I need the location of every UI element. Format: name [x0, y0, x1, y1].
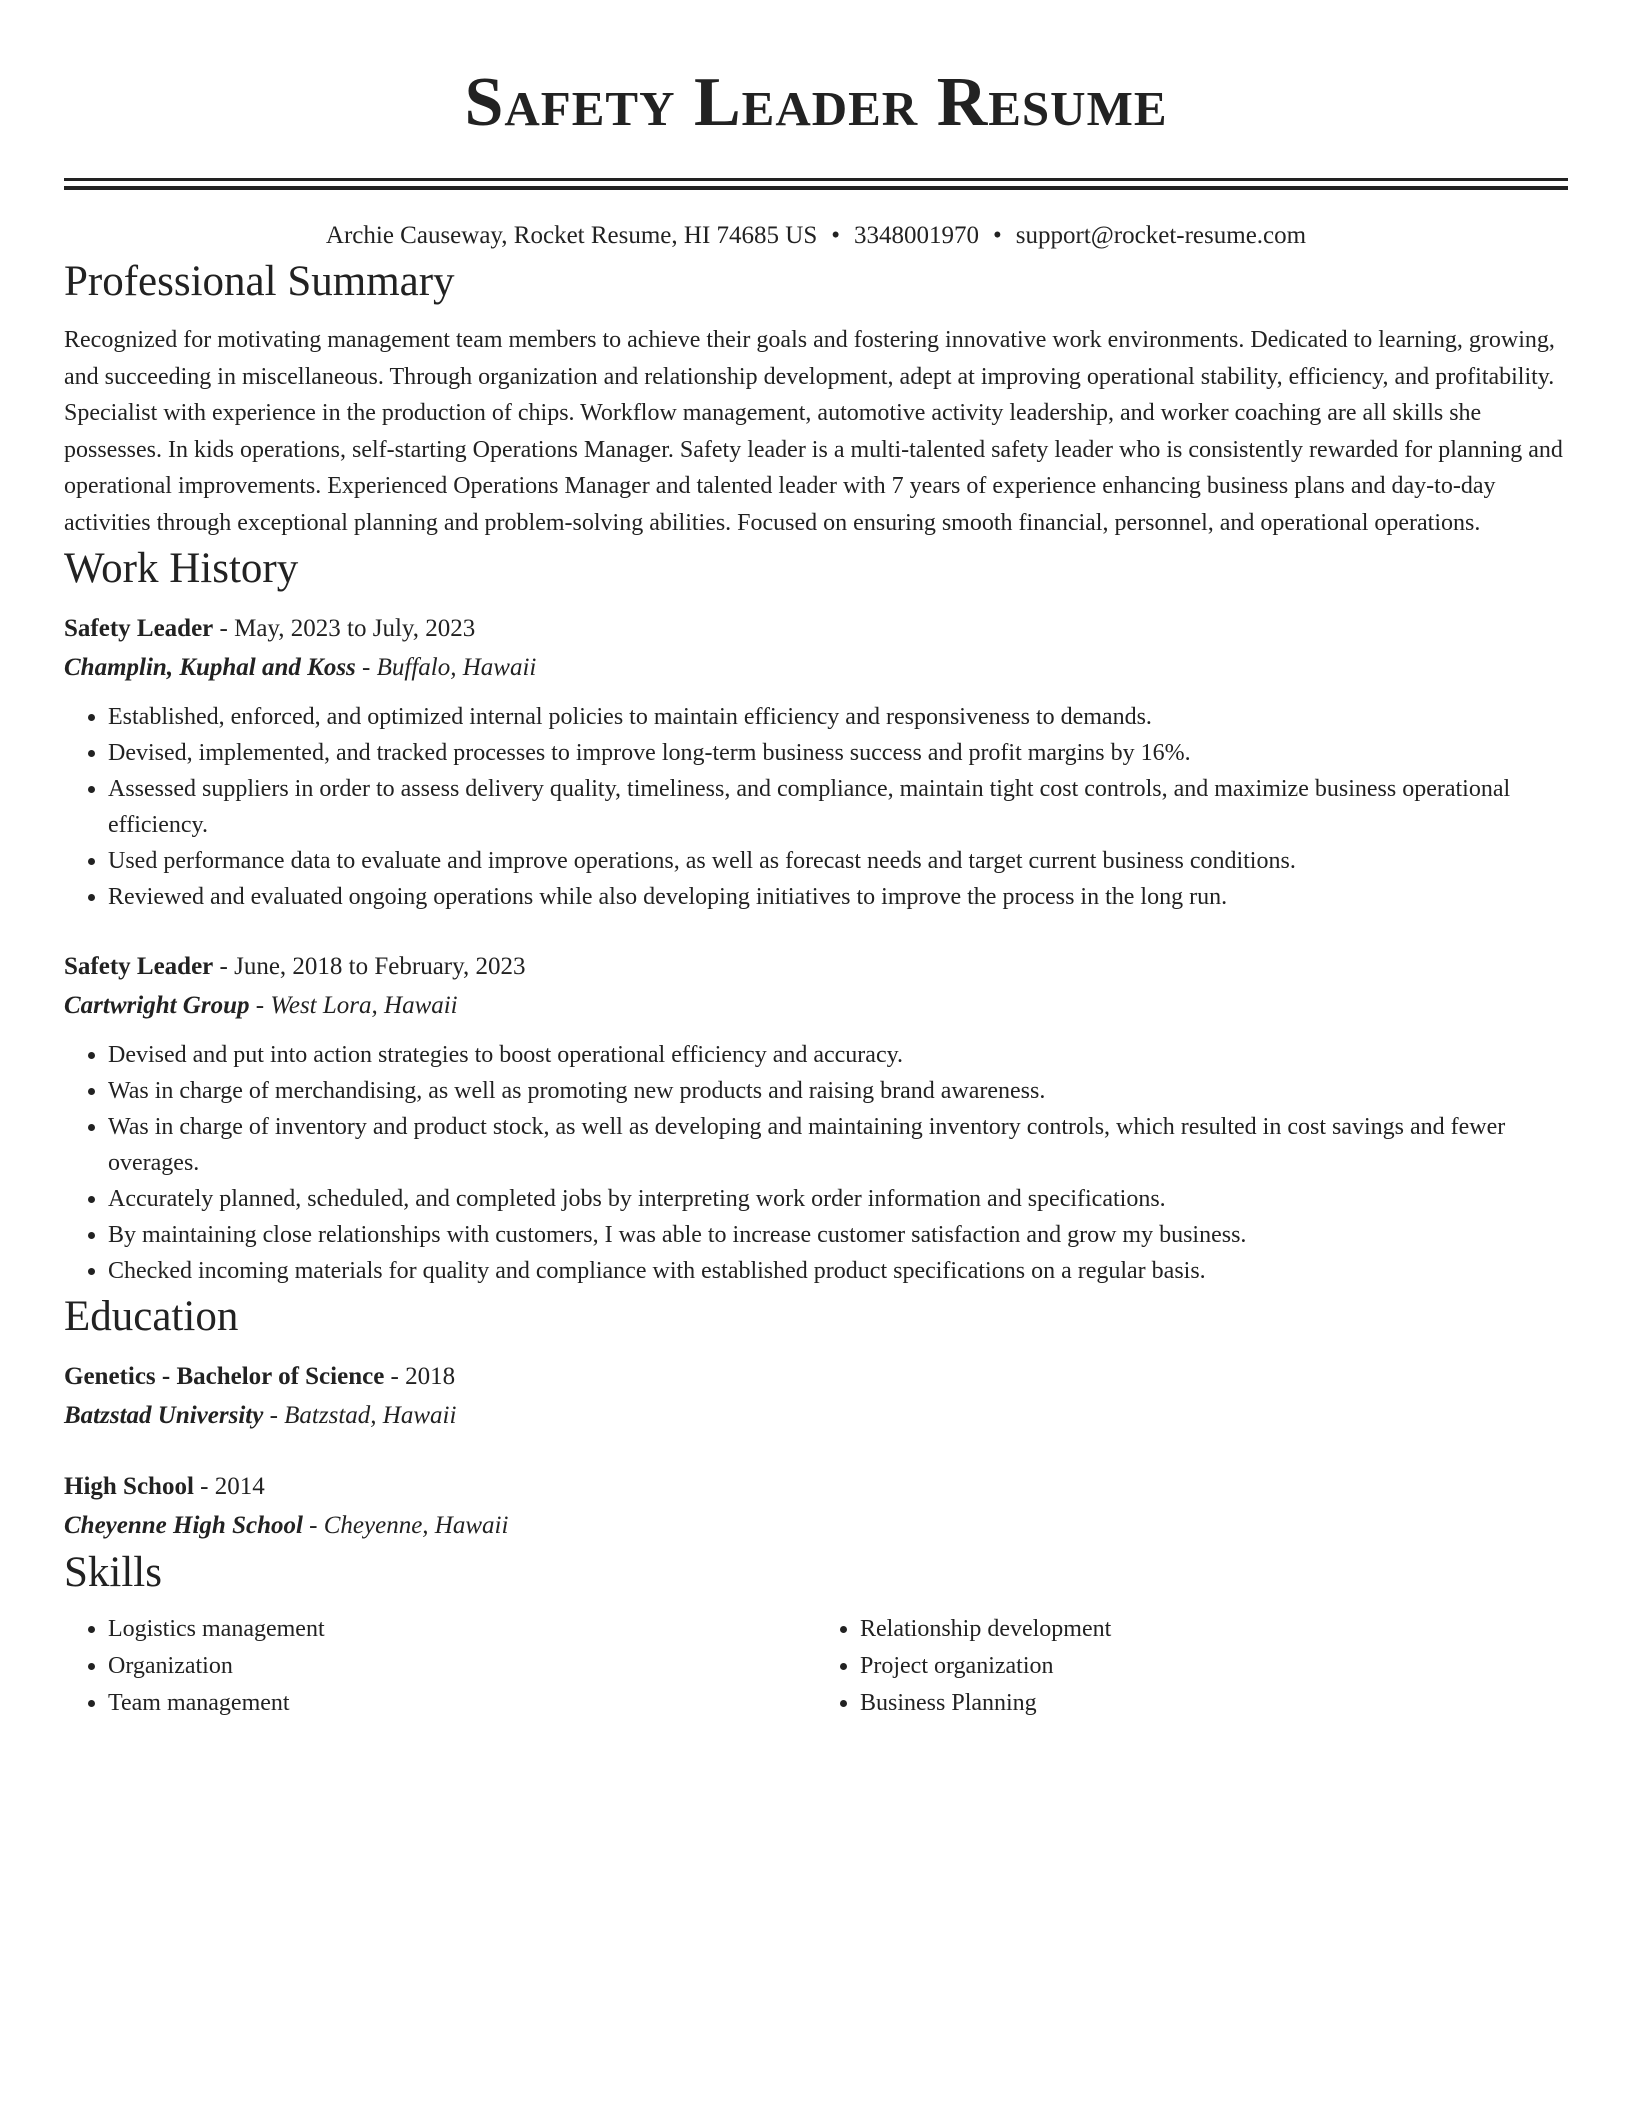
- education-entry: [64, 1467, 1568, 1545]
- job-title-line: [64, 609, 1568, 648]
- dash: -: [302, 1512, 324, 1539]
- skill-item: • Relationship development: [860, 1611, 1568, 1648]
- skill-item: • Project organization: [860, 1648, 1568, 1685]
- job-location: Buffalo, Hawaii: [376, 654, 537, 681]
- job-entry: [64, 947, 1568, 1289]
- dash: -: [249, 992, 271, 1019]
- education-location: Batzstad, Hawaii: [284, 1402, 457, 1429]
- job-bullet: • Accurately planned, scheduled, and completed jobs by interpreting work order information and specifications.: [108, 1181, 1568, 1217]
- job-bullet: • Used performance data to evaluate and improve operations, as well as forecast needs and target current business conditions.: [108, 843, 1568, 879]
- work-history-heading: Work History: [64, 545, 299, 592]
- job-bullets: [64, 699, 1568, 915]
- education-school-line: [64, 1506, 1568, 1545]
- job-title: Safety Leader: [64, 615, 214, 642]
- dash: -: [193, 1473, 215, 1500]
- job-bullet: • Reviewed and evaluated ongoing operations while also developing initiatives to improve the process in the long run.: [108, 879, 1568, 915]
- job-bullets: [64, 1037, 1568, 1289]
- contact-phone: 3348001970: [854, 222, 980, 249]
- job-company-line: [64, 648, 1568, 687]
- education-school: Cheyenne High School: [64, 1512, 303, 1539]
- dash: -: [263, 1402, 285, 1429]
- dash: -: [384, 1363, 406, 1390]
- job-bullet: • Was in charge of inventory and product stock, as well as developing and maintaining inventory controls, which resulted in cost savings and fewer overages.: [108, 1109, 1568, 1181]
- resume-title: Safety Leader Resume: [464, 64, 1168, 141]
- job-company-line: [64, 986, 1568, 1025]
- contact-email: support@rocket-resume.com: [1015, 222, 1307, 249]
- summary-heading: Professional Summary: [64, 258, 455, 305]
- job-bullet: • Established, enforced, and optimized internal policies to maintain efficiency and responsiveness to demands.: [108, 699, 1568, 735]
- contact-separator: •: [831, 222, 841, 249]
- job-bullet: • Was in charge of merchandising, as well as promoting new products and raising brand awareness.: [108, 1073, 1568, 1109]
- job-bullet: • Assessed suppliers in order to assess delivery quality, timeliness, and compliance, maintain tight cost controls, and maximize business operational efficiency.: [108, 771, 1568, 843]
- skills-list: [64, 1611, 1568, 1722]
- education-degree-line: [64, 1467, 1568, 1506]
- job-location: West Lora, Hawaii: [270, 992, 458, 1019]
- job-title-line: [64, 947, 1568, 986]
- dash: -: [355, 654, 377, 681]
- dash: -: [213, 953, 235, 980]
- title-double-rule: [64, 178, 1568, 190]
- job-bullet: • By maintaining close relationships with customers, I was able to increase customer satisfaction and grow my business.: [108, 1217, 1568, 1253]
- job-company: Champlin, Kuphal and Koss: [64, 654, 356, 681]
- education-location: Cheyenne, Hawaii: [323, 1512, 509, 1539]
- summary-text: Recognized for motivating management team members to achieve their goals and fostering innovative work environments. Dedicated to learning, growing, and succeeding in miscellaneous. Through organization and relationship development, adept at improving operational stability, efficiency, and profitability. Specialist with experience in the production of chips. Workflow management, automotive activity leadership, and worker coaching are all skills she possesses. In kids operations, self-starting Operations Manager. Safety leader is a multi-talented safety leader who is consistently rewarded for planning and operational improvements. Experienced Operations Manager and talented leader with 7 years of experience enhancing business plans and day-to-day activities through exceptional planning and problem-solving abilities. Focused on ensuring smooth financial, personnel, and operational operations.: [64, 327, 1563, 536]
- job-bullet: • Checked incoming materials for quality and compliance with established product specifications on a regular basis.: [108, 1253, 1568, 1289]
- education-degree-line: [64, 1357, 1568, 1396]
- skill-item: • Organization: [108, 1648, 816, 1685]
- job-dates: June, 2018 to February, 2023: [234, 953, 526, 980]
- skills-column-left: [64, 1611, 816, 1722]
- contact-address: Archie Causeway, Rocket Resume, HI 74685 US: [325, 222, 818, 249]
- education-year: 2018: [405, 1363, 456, 1390]
- education-school-line: [64, 1396, 1568, 1435]
- skills-heading: Skills: [64, 1549, 162, 1596]
- job-entry: [64, 609, 1568, 915]
- skills-column-right: [816, 1611, 1568, 1722]
- job-company: Cartwright Group: [64, 992, 250, 1019]
- dash: -: [213, 615, 235, 642]
- education-school: Batzstad University: [64, 1402, 264, 1429]
- contact-separator: •: [993, 222, 1002, 249]
- contact-line: [64, 218, 1568, 254]
- skill-item: • Team management: [108, 1685, 816, 1722]
- education-degree: Genetics - Bachelor of Science: [64, 1363, 385, 1390]
- job-title: Safety Leader: [64, 953, 214, 980]
- job-bullet: • Devised and put into action strategies to boost operational efficiency and accuracy.: [108, 1037, 1568, 1073]
- skill-item: • Business Planning: [860, 1685, 1568, 1722]
- education-year: 2014: [214, 1473, 265, 1500]
- job-dates: May, 2023 to July, 2023: [234, 615, 476, 642]
- education-degree: High School: [64, 1473, 194, 1500]
- education-heading: Education: [64, 1293, 239, 1340]
- job-bullet: • Devised, implemented, and tracked processes to improve long-term business success and profit margins by 16%.: [108, 735, 1568, 771]
- skill-item: • Logistics management: [108, 1611, 816, 1648]
- education-entry: [64, 1357, 1568, 1435]
